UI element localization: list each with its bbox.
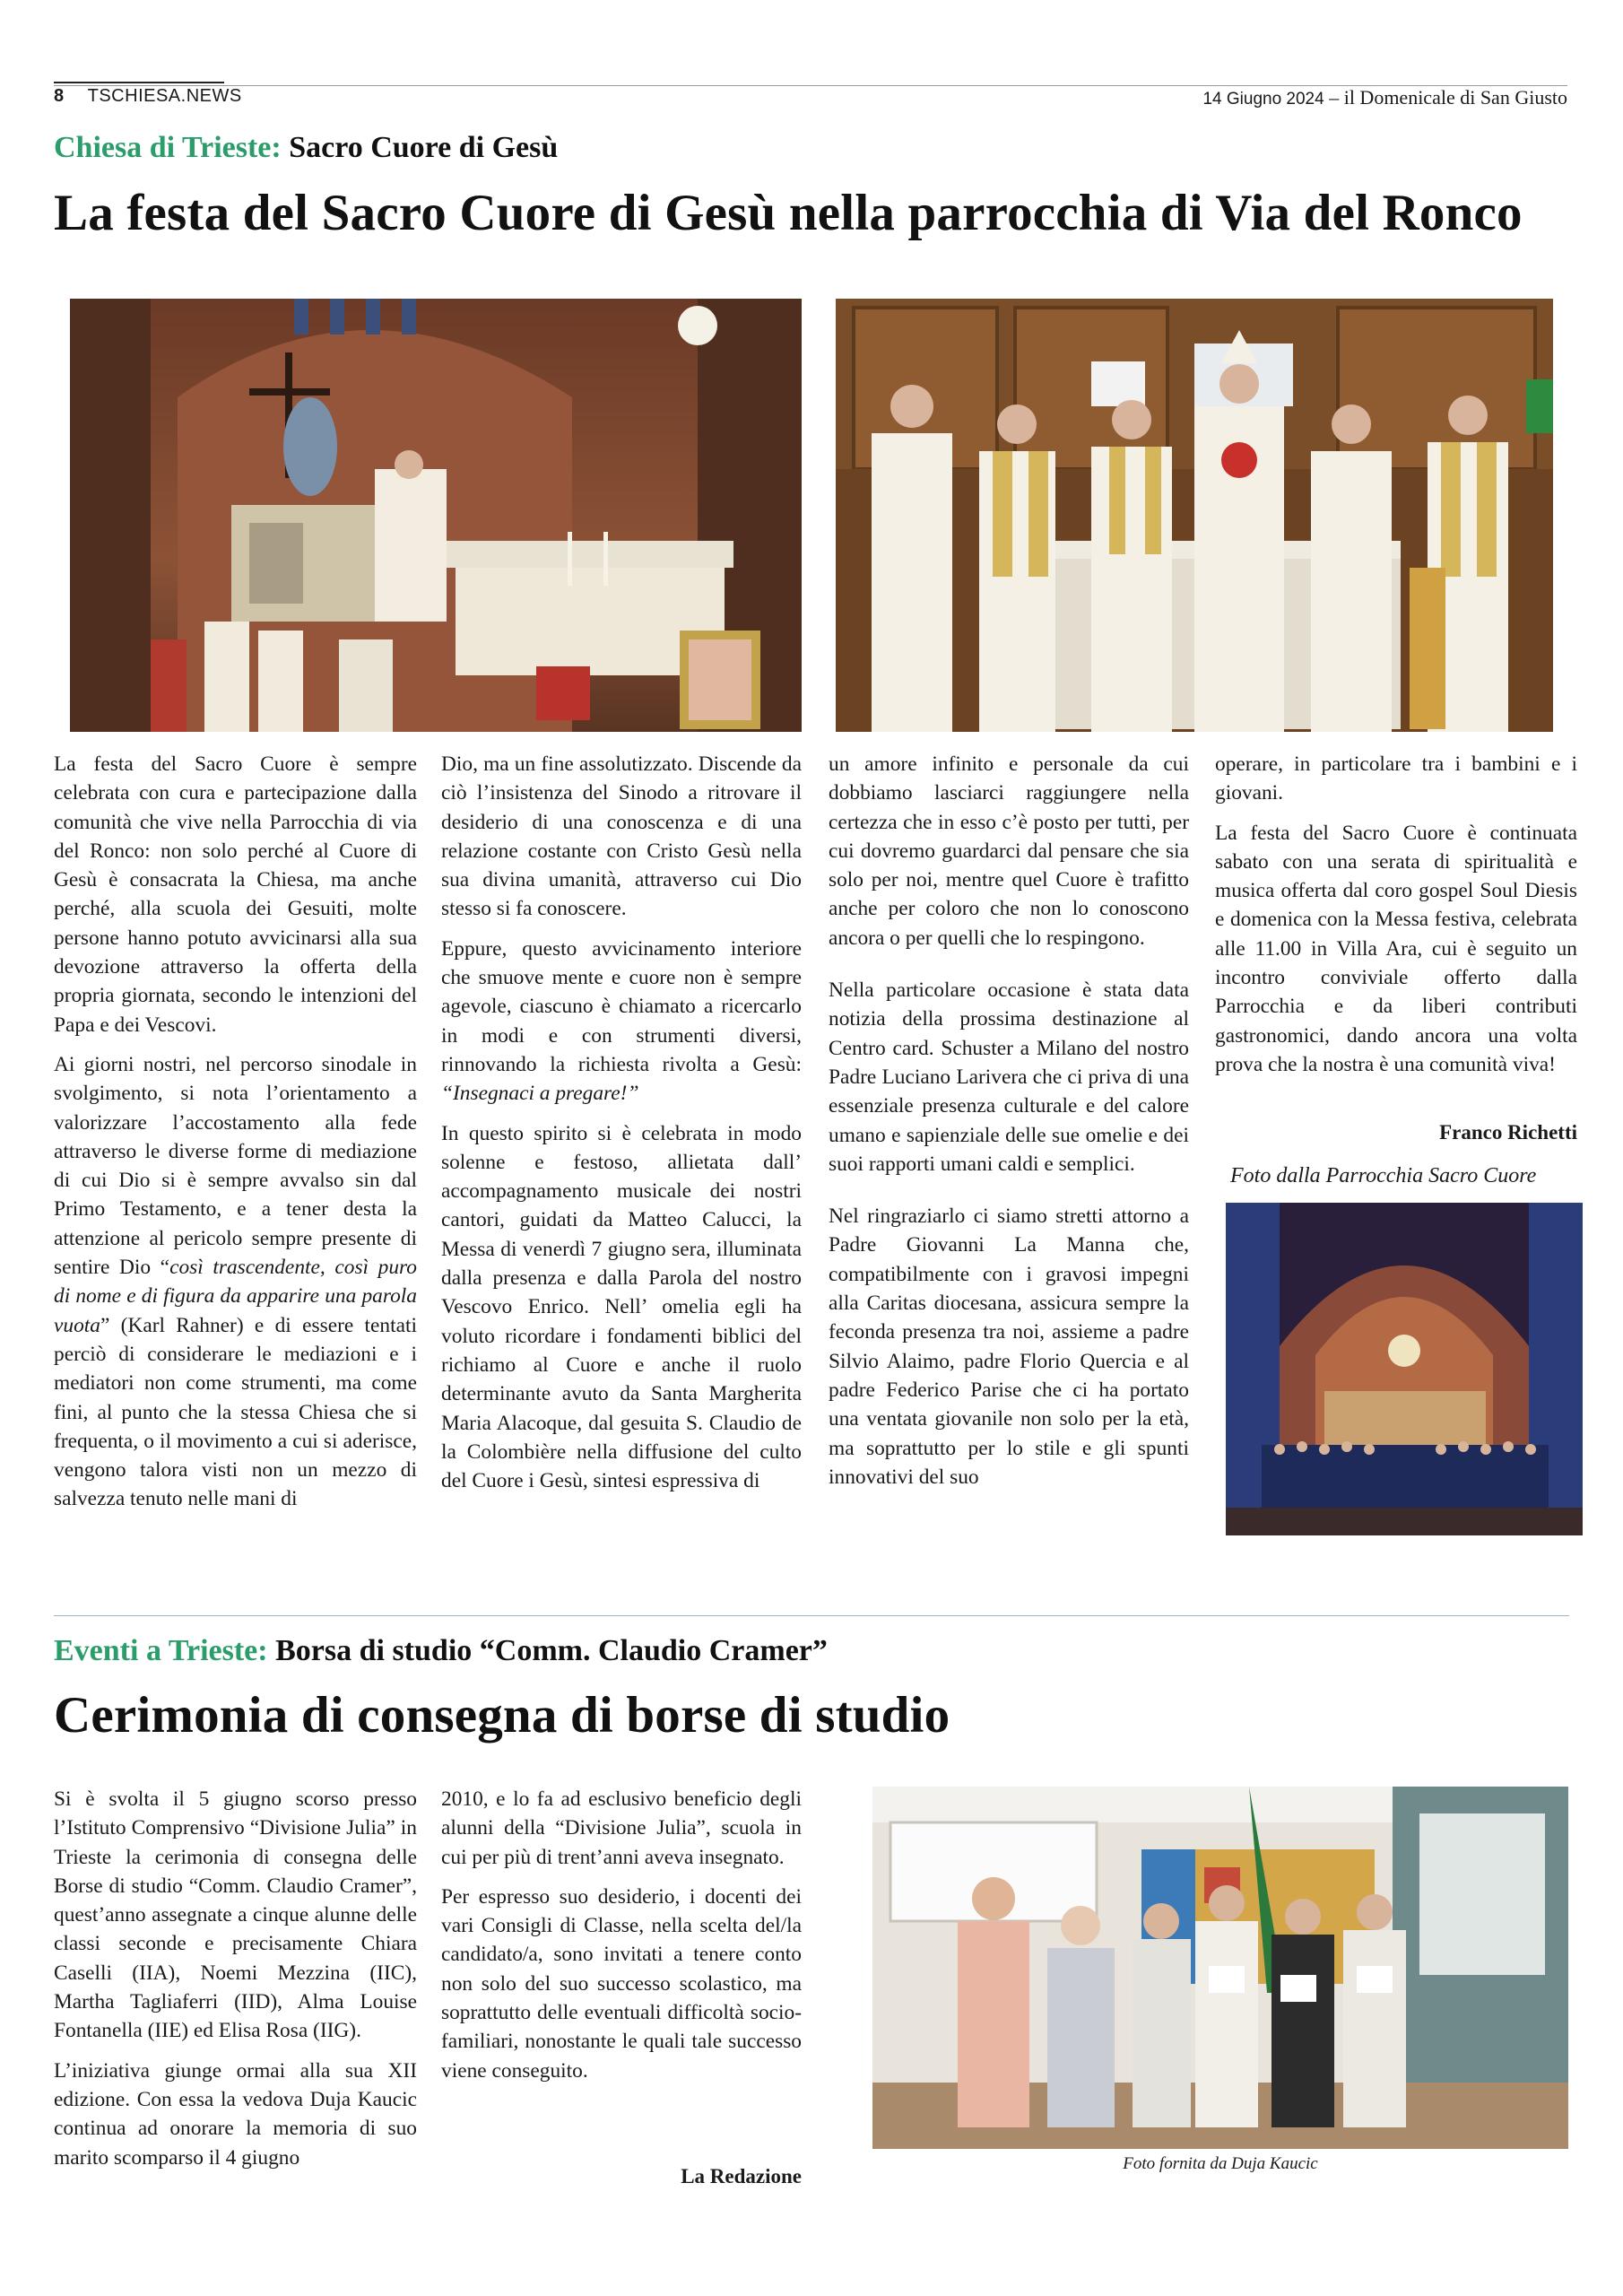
article2-author: La Redazione [681, 2165, 802, 2187]
article1-col1-paragraph-2 [54, 1050, 417, 1514]
article2-title: Cerimonia di consegna di borse di studio [54, 1687, 950, 1744]
article1-col2-paragraph-1: Dio, ma un fine assolutizzato. Discende da ciò l’insistenza del Sinodo a ritrovare il desiderio di una conoscenza e di una relazione costante con Cristo Gesù nella sua divina umanità, attraverso cui Dio stesso si fa conoscere. [441, 752, 802, 921]
article1-kicker [54, 131, 558, 165]
article1-col1-p2-quote: così trascendente, così puro di nome e di figura da apparire una parola vuota [54, 1256, 417, 1337]
celebrants-image [836, 299, 1553, 732]
article1-col2-paragraph-2 [441, 935, 802, 1109]
photo-church-celebration [70, 299, 802, 732]
article1-column-3 [829, 750, 1189, 1492]
article1-photo-credit: Foto dalla Parrocchia Sacro Cuore [1230, 1164, 1537, 1187]
article2-col2-paragraph-2: Per espresso suo desiderio, i docenti dei vari Consigli di Classe, nella scelta del/la candidato/a, sono invitati a tenere conto non solo del suo successo scolastico, ma soprattutto delle eventuali difficoltà socio-familiari, nonostante le quali tale successo viene conseguito. [441, 1884, 802, 2083]
article1-col2-p2-text: Eppure, questo avvicinamento interiore che smuove mente e cuore non è sempre agevole, ciascuno è chiamato a ricercarlo in modi e con strumenti diversi, rinnovando la richiesta rivolta a Gesù: [441, 936, 802, 1076]
section-divider [54, 1615, 1569, 1616]
church-celebration-image [70, 299, 802, 732]
article1-col3-paragraph-1: un amore infinito e personale da cui dobbiamo lasciarci raggiungere nella certezza che in esso c’è posto per tutti, per cui dovremo guardarci dal pensare che sia solo per noi, mentre quel Cuore è trafitto anche per coloro che non lo conoscono ancora o per quelli che lo respingono. [829, 752, 1189, 950]
article2-column-2 [441, 1785, 802, 2085]
scholarship-ceremony-image [872, 1787, 1568, 2149]
running-head-left [54, 86, 242, 107]
article2-column-1 [54, 1785, 417, 2172]
article1-col4-paragraph-2: La festa del Sacro Cuore è continuata sabato con una serata di spiritualità e musica offerta dal coro gospel Soul Diesis e domenica con la Messa festiva, celebrata alle 11.00 in Villa Ara, cui è seguito un incontro conviviale offerto dalla Parrocchia e da liberi contributi gastronomici, dando ancora una volta prova che la nostra è una comunità viva! [1215, 821, 1577, 1076]
article1-col2-paragraph-3: In questo spirito si è celebrata in modo solenne e festoso, allietata dall’ accompagnamento musicale dei nostri cantori, guidati da Matteo Calucci, la Messa di venerdì 7 giugno sera, illuminata dalla presenza e dalla Parola del nostro Vescovo Enrico. Nell’ omelia egli ha voluto ricordare i fondamenti biblici del richiamo al Cuore e anche il ruolo determinante avuto da Santa Margherita Maria Alacoque, dal gesuita S. Claudio de la Colombière nella diffusione del culto del Cuore i Gesù, sintesi espressiva di [441, 1121, 802, 1493]
article1-col3-paragraph-3: Nel ringraziarlo ci siamo stretti attorno a Padre Giovanni La Manna che, compatibilmente con i gravosi impegni alla Caritas diocesana, assicura sempre la feconda presenza tra noi, assieme a padre Silvio Alaimo, padre Florio Quercia e al padre Federico Parise che ci ha portato una ventata giovanile non solo per la età, ma soprattutto per lo stile e gli spunti innovativi del suo [829, 1205, 1189, 1489]
header-rule-accent [54, 82, 224, 83]
issue-date: 14 Giugno 2024 [1202, 90, 1324, 109]
page-number: 8 [54, 86, 65, 106]
header-separator: – [1324, 86, 1344, 109]
article1-col1-p2-text-b: ” (Karl Rahner) e di essere tentati perciò di considerare le mediazioni e i mediatori non come strumenti, ma come fini, al punto che la stessa Chiesa che si frequenta, o il movimento a cui si aderisce, vengono talora visti non un mezzo di salvezza tenuto nelle mani di [54, 1313, 417, 1511]
article2-kicker [54, 1634, 828, 1668]
photo-celebrants [836, 299, 1553, 732]
article2-photo-credit: Foto fornita da Duja Kaucic [1123, 2154, 1318, 2173]
article1-column-4 [1215, 750, 1577, 1079]
article1-col1-paragraph-1: La festa del Sacro Cuore è sempre celebrata con cura e partecipazione dalla comunità che vive nella Parrocchia di via del Ronco: non solo perché al Cuore di Gesù è consacrata la Chiesa, ma anche perché, alla scuola dei Gesuiti, molte persone hanno potuto avvicinarsi alla sua devozione attraverso la offerta della propria giornata, secondo le intenzioni del Papa e dei Vescovi. [54, 752, 417, 1037]
article1-col1-p2-text-a: Ai giorni nostri, nel percorso sinodale in svolgimento, si nota l’orientamento a valorizzare l’accostamento alla fede attraverso le diverse forme di mediazione di cui Dio si è sempre avvalso sin dal Primo Testamento, e a tener desta la attenzione al pericolo sempre presente di sentire Dio “ [54, 1052, 417, 1280]
gospel-choir-image [1226, 1203, 1583, 1535]
photo-scholarship-ceremony [872, 1787, 1568, 2149]
article1-col3-paragraph-2: Nella particolare occasione è stata data notizia della prossima destinazione al Centro card. Schuster a Milano del nostro Padre Luciano Larivera che ci priva di una essenziale presenza culturale e del calore umano e sapienziale delle sue omelie e dei suoi rapporti umani caldi e semplici. [829, 978, 1189, 1176]
site-name: TSCHIESA.NEWS [87, 86, 242, 106]
photo-gospel-choir [1226, 1203, 1583, 1535]
running-head-right [1202, 86, 1567, 109]
article1-col2-p2-quote: “Insegnaci a pregare!” [441, 1082, 639, 1106]
article1-category: Chiesa di Trieste: [54, 131, 282, 164]
article2-topic: Borsa di studio “Comm. Claudio Cramer” [275, 1634, 828, 1667]
article2-col1-paragraph-1: Si è svolta il 5 giugno scorso presso l’Istituto Comprensivo “Divisione Julia” in Trieste la cerimonia di consegna delle Borse di studio “Comm. Claudio Cramer”, quest’anno assegnate a cinque alunne delle classi seconde e precisamente Chiara Caselli (IIA), Noemi Mezzina (IIC), Martha Tagliaferri (IID), Alma Louise Fontanella (IIE) ed Elisa Rosa (IIG). [54, 1787, 417, 2043]
article2-col2-paragraph-1: 2010, e lo fa ad esclusivo beneficio degli alunni della “Divisione Julia”, scuola in cui per più di trent’anni aveva insegnato. [441, 1787, 802, 1869]
article1-column-2 [441, 750, 802, 1495]
article1-col4-paragraph-1: operare, in particolare tra i bambini e i giovani. [1215, 752, 1577, 805]
publication-name: il Domenicale di San Giusto [1343, 86, 1567, 109]
article1-author: Franco Richetti [1439, 1121, 1577, 1144]
article2-col1-paragraph-2: L’iniziativa giunge ormai alla sua XII edizione. Con essa la vedova Duja Kaucic continua ad onorare la memoria di suo marito scomparso il 4 giugno [54, 2058, 417, 2170]
article1-column-1 [54, 750, 417, 1514]
article2-category: Eventi a Trieste: [54, 1634, 268, 1667]
article1-title: La festa del Sacro Cuore di Gesù nella parrocchia di Via del Ronco [54, 185, 1523, 241]
article1-topic: Sacro Cuore di Gesù [289, 131, 559, 164]
